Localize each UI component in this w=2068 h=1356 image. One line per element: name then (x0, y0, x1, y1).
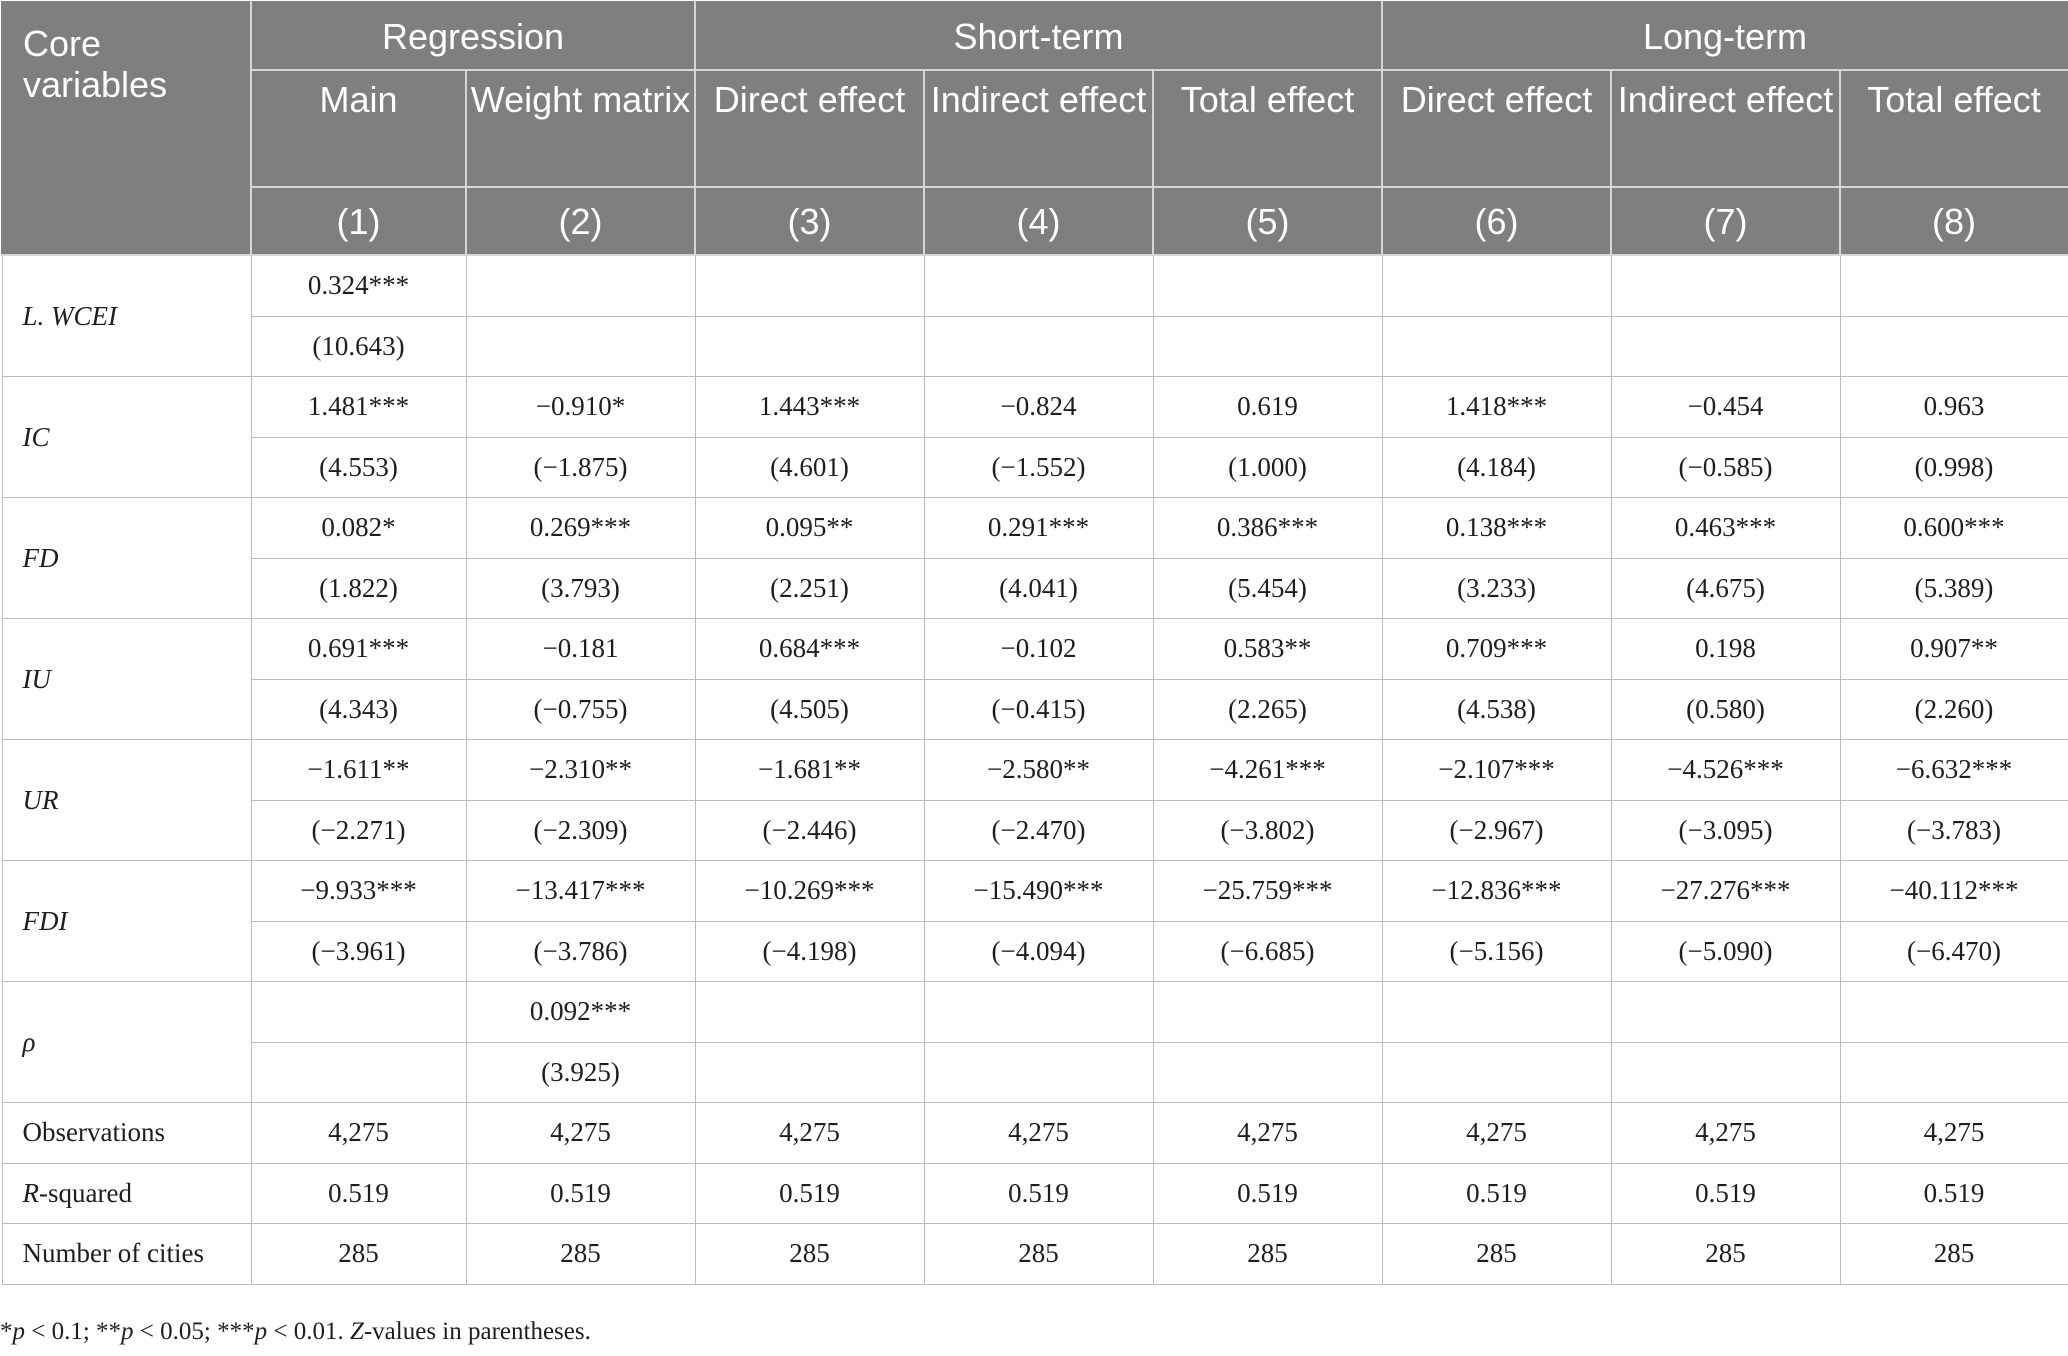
z-value-cell: (2.260) (1840, 679, 2068, 740)
z-value-row (2, 316, 2068, 377)
coefficient-cell: 0.600*** (1840, 498, 2068, 559)
z-value-cell (1611, 316, 1840, 377)
statistic-cell: 0.519 (1611, 1163, 1840, 1224)
statistics-row (2, 1103, 2068, 1164)
group-header-regression: Regression (251, 2, 695, 70)
coefficient-cell (1611, 982, 1840, 1043)
coefficient-cell: 0.095** (695, 498, 924, 559)
z-value-cell (1382, 1042, 1611, 1103)
variable-label: IU (2, 619, 251, 740)
statistic-label: Observations (2, 1103, 251, 1164)
z-value-cell: (−3.802) (1153, 800, 1382, 861)
z-value-cell: (4.505) (695, 679, 924, 740)
z-value-row (2, 558, 2068, 619)
coefficient-cell (924, 982, 1153, 1043)
statistic-cell: 285 (695, 1224, 924, 1285)
coefficient-cell: −4.261*** (1153, 740, 1382, 801)
z-value-cell (1840, 316, 2068, 377)
z-value-cell (695, 316, 924, 377)
coefficient-cell: −0.102 (924, 619, 1153, 680)
z-value-row (2, 679, 2068, 740)
column-subhead: Direct effect (695, 70, 924, 187)
z-value-cell: (3.925) (466, 1042, 695, 1103)
z-value-cell: (4.343) (251, 679, 466, 740)
coefficient-cell: −9.933*** (251, 861, 466, 922)
coefficient-cell: −12.836*** (1382, 861, 1611, 922)
statistic-cell: 285 (1382, 1224, 1611, 1285)
coefficient-cell: −0.910* (466, 377, 695, 438)
core-variables-header: Core variables (2, 2, 251, 255)
header-subhead-row (2, 70, 2068, 187)
group-header-short-term: Short-term (695, 2, 1382, 70)
column-subhead: Indirect effect (1611, 70, 1840, 187)
z-value-cell: (3.793) (466, 558, 695, 619)
z-value-cell: (−0.585) (1611, 437, 1840, 498)
statistic-cell: 285 (1611, 1224, 1840, 1285)
coefficient-cell: −2.580** (924, 740, 1153, 801)
z-value-cell: (−2.470) (924, 800, 1153, 861)
z-value-cell: (4.538) (1382, 679, 1611, 740)
coefficient-row (2, 619, 2068, 680)
coefficient-cell: 0.963 (1840, 377, 2068, 438)
z-value-cell: (−5.090) (1611, 921, 1840, 982)
z-value-cell: (−2.309) (466, 800, 695, 861)
footnote-part: * (0, 1318, 13, 1345)
statistic-cell: 4,275 (1153, 1103, 1382, 1164)
z-value-cell: (−1.552) (924, 437, 1153, 498)
coefficient-cell (1153, 255, 1382, 316)
z-value-cell (1611, 1042, 1840, 1103)
coefficient-cell: −10.269*** (695, 861, 924, 922)
z-value-cell: (0.580) (1611, 679, 1840, 740)
column-number: (3) (695, 187, 924, 255)
coefficient-cell: 0.907** (1840, 619, 2068, 680)
statistic-label: Number of cities (2, 1224, 251, 1285)
z-value-cell: (2.265) (1153, 679, 1382, 740)
coefficient-cell: −1.611** (251, 740, 466, 801)
z-value-cell: (−3.786) (466, 921, 695, 982)
statistic-cell: 4,275 (695, 1103, 924, 1164)
z-value-cell: (10.643) (251, 316, 466, 377)
coefficient-row (2, 740, 2068, 801)
statistic-cell: 0.519 (466, 1163, 695, 1224)
z-value-cell: (−1.875) (466, 437, 695, 498)
coefficient-cell: −2.310** (466, 740, 695, 801)
column-number: (2) (466, 187, 695, 255)
coefficient-cell (695, 255, 924, 316)
z-value-cell (695, 1042, 924, 1103)
z-value-cell: (2.251) (695, 558, 924, 619)
z-value-cell: (5.389) (1840, 558, 2068, 619)
z-value-cell: (−4.198) (695, 921, 924, 982)
coefficient-cell: 0.583** (1153, 619, 1382, 680)
coefficient-row (2, 498, 2068, 559)
footnote-part: < 0.01. (267, 1318, 350, 1345)
statistic-cell: 4,275 (1611, 1103, 1840, 1164)
column-subhead: Direct effect (1382, 70, 1611, 187)
statistic-cell: 0.519 (1382, 1163, 1611, 1224)
statistic-cell: 285 (251, 1224, 466, 1285)
coefficient-cell: −27.276*** (1611, 861, 1840, 922)
z-value-cell: (−3.961) (251, 921, 466, 982)
coefficient-cell (1382, 982, 1611, 1043)
column-subhead: Weight matrix (466, 70, 695, 187)
z-value-row (2, 800, 2068, 861)
coefficient-cell: 0.386*** (1153, 498, 1382, 559)
coefficient-cell: 0.198 (1611, 619, 1840, 680)
footnote-part: p (254, 1318, 268, 1345)
coefficient-cell (1611, 255, 1840, 316)
z-value-cell: (1.000) (1153, 437, 1382, 498)
statistic-label (2, 1163, 251, 1224)
z-value-cell: (−3.095) (1611, 800, 1840, 861)
coefficient-cell: −2.107*** (1382, 740, 1611, 801)
z-value-cell: (0.998) (1840, 437, 2068, 498)
z-value-cell: (−6.470) (1840, 921, 2068, 982)
z-value-cell (1153, 1042, 1382, 1103)
column-subhead: Main (251, 70, 466, 187)
z-value-cell (466, 316, 695, 377)
z-value-cell: (−2.967) (1382, 800, 1611, 861)
coefficient-row (2, 982, 2068, 1043)
coefficient-cell: 0.269*** (466, 498, 695, 559)
coefficient-cell: 0.324*** (251, 255, 466, 316)
footnote-part: Z (349, 1318, 364, 1345)
z-value-cell: (−2.446) (695, 800, 924, 861)
statistic-cell: 0.519 (1840, 1163, 2068, 1224)
coefficient-cell: 0.082* (251, 498, 466, 559)
variable-label: L. WCEI (2, 255, 251, 377)
regression-table (1, 1, 2068, 1285)
z-value-cell (924, 316, 1153, 377)
z-value-cell (1840, 1042, 2068, 1103)
z-value-cell: (−5.156) (1382, 921, 1611, 982)
coefficient-cell: −13.417*** (466, 861, 695, 922)
coefficient-cell: 0.092*** (466, 982, 695, 1043)
z-value-row (2, 921, 2068, 982)
coefficient-cell (1840, 982, 2068, 1043)
statistic-cell: 4,275 (1840, 1103, 2068, 1164)
header-number-row (2, 187, 2068, 255)
group-header-long-term: Long-term (1382, 2, 2068, 70)
coefficient-cell (1153, 982, 1382, 1043)
coefficient-cell (251, 982, 466, 1043)
column-subhead: Total effect (1840, 70, 2068, 187)
z-value-cell (1382, 316, 1611, 377)
z-value-cell: (−0.755) (466, 679, 695, 740)
coefficient-cell (466, 255, 695, 316)
statistic-label-rest: -squared (39, 1177, 132, 1208)
coefficient-cell: −0.454 (1611, 377, 1840, 438)
column-subhead: Indirect effect (924, 70, 1153, 187)
statistic-cell: 0.519 (1153, 1163, 1382, 1224)
statistics-row (2, 1163, 2068, 1224)
footnote-part: < 0.1; ** (25, 1318, 122, 1345)
variable-label: IC (2, 377, 251, 498)
coefficient-cell (924, 255, 1153, 316)
footnote-part: p (121, 1318, 134, 1345)
coefficient-cell: −4.526*** (1611, 740, 1840, 801)
footnote-part: < 0.05; *** (133, 1318, 255, 1345)
statistic-cell: 0.519 (251, 1163, 466, 1224)
coefficient-cell (1382, 255, 1611, 316)
coefficient-cell: −1.681** (695, 740, 924, 801)
coefficient-cell: −0.181 (466, 619, 695, 680)
coefficient-cell: 0.291*** (924, 498, 1153, 559)
column-number: (6) (1382, 187, 1611, 255)
variable-label: ρ (2, 982, 251, 1103)
coefficient-cell: −15.490*** (924, 861, 1153, 922)
column-subhead: Total effect (1153, 70, 1382, 187)
z-value-cell: (−4.094) (924, 921, 1153, 982)
statistic-cell: 0.519 (924, 1163, 1153, 1224)
coefficient-cell: −40.112*** (1840, 861, 2068, 922)
statistic-cell: 4,275 (924, 1103, 1153, 1164)
column-number: (7) (1611, 187, 1840, 255)
statistic-cell: 4,275 (251, 1103, 466, 1164)
variable-label: UR (2, 740, 251, 861)
coefficient-cell: 0.138*** (1382, 498, 1611, 559)
statistic-cell: 4,275 (466, 1103, 695, 1164)
column-number: (5) (1153, 187, 1382, 255)
statistic-cell: 285 (466, 1224, 695, 1285)
header-group-row (2, 2, 2068, 70)
statistics-row (2, 1224, 2068, 1285)
statistic-cell: 285 (1840, 1224, 2068, 1285)
statistic-label-italic: R (22, 1177, 39, 1208)
statistic-cell: 285 (1153, 1224, 1382, 1285)
coefficient-cell: 0.709*** (1382, 619, 1611, 680)
z-value-cell: (1.822) (251, 558, 466, 619)
coefficient-row (2, 377, 2068, 438)
coefficient-cell: 0.463*** (1611, 498, 1840, 559)
coefficient-row (2, 861, 2068, 922)
z-value-cell: (−6.685) (1153, 921, 1382, 982)
variable-label: FD (2, 498, 251, 619)
z-value-cell: (−3.783) (1840, 800, 2068, 861)
coefficient-cell: 0.619 (1153, 377, 1382, 438)
coefficient-cell: −6.632*** (1840, 740, 2068, 801)
coefficient-cell: −0.824 (924, 377, 1153, 438)
table-body (2, 255, 2068, 1284)
z-value-cell (251, 1042, 466, 1103)
z-value-cell (1153, 316, 1382, 377)
column-number: (4) (924, 187, 1153, 255)
z-value-cell: (4.675) (1611, 558, 1840, 619)
footnote-part: p (12, 1318, 25, 1345)
coefficient-cell: 1.481*** (251, 377, 466, 438)
table-footnote (0, 1318, 591, 1346)
coefficient-cell: 1.418*** (1382, 377, 1611, 438)
coefficient-cell (1840, 255, 2068, 316)
z-value-cell: (4.184) (1382, 437, 1611, 498)
z-value-cell (924, 1042, 1153, 1103)
coefficient-cell: 1.443*** (695, 377, 924, 438)
z-value-cell: (4.553) (251, 437, 466, 498)
column-number: (8) (1840, 187, 2068, 255)
coefficient-cell: 0.691*** (251, 619, 466, 680)
table-header (2, 2, 2068, 255)
z-value-row (2, 1042, 2068, 1103)
z-value-cell: (−0.415) (924, 679, 1153, 740)
coefficient-cell: 0.684*** (695, 619, 924, 680)
z-value-cell: (4.041) (924, 558, 1153, 619)
z-value-cell: (5.454) (1153, 558, 1382, 619)
coefficient-row (2, 255, 2068, 316)
column-number: (1) (251, 187, 466, 255)
footnote-part: -values in parentheses. (363, 1318, 591, 1345)
coefficient-cell: −25.759*** (1153, 861, 1382, 922)
variable-label: FDI (2, 861, 251, 982)
z-value-cell: (−2.271) (251, 800, 466, 861)
z-value-cell: (3.233) (1382, 558, 1611, 619)
z-value-cell: (4.601) (695, 437, 924, 498)
z-value-row (2, 437, 2068, 498)
statistic-cell: 0.519 (695, 1163, 924, 1224)
statistic-cell: 4,275 (1382, 1103, 1611, 1164)
statistic-cell: 285 (924, 1224, 1153, 1285)
coefficient-cell (695, 982, 924, 1043)
